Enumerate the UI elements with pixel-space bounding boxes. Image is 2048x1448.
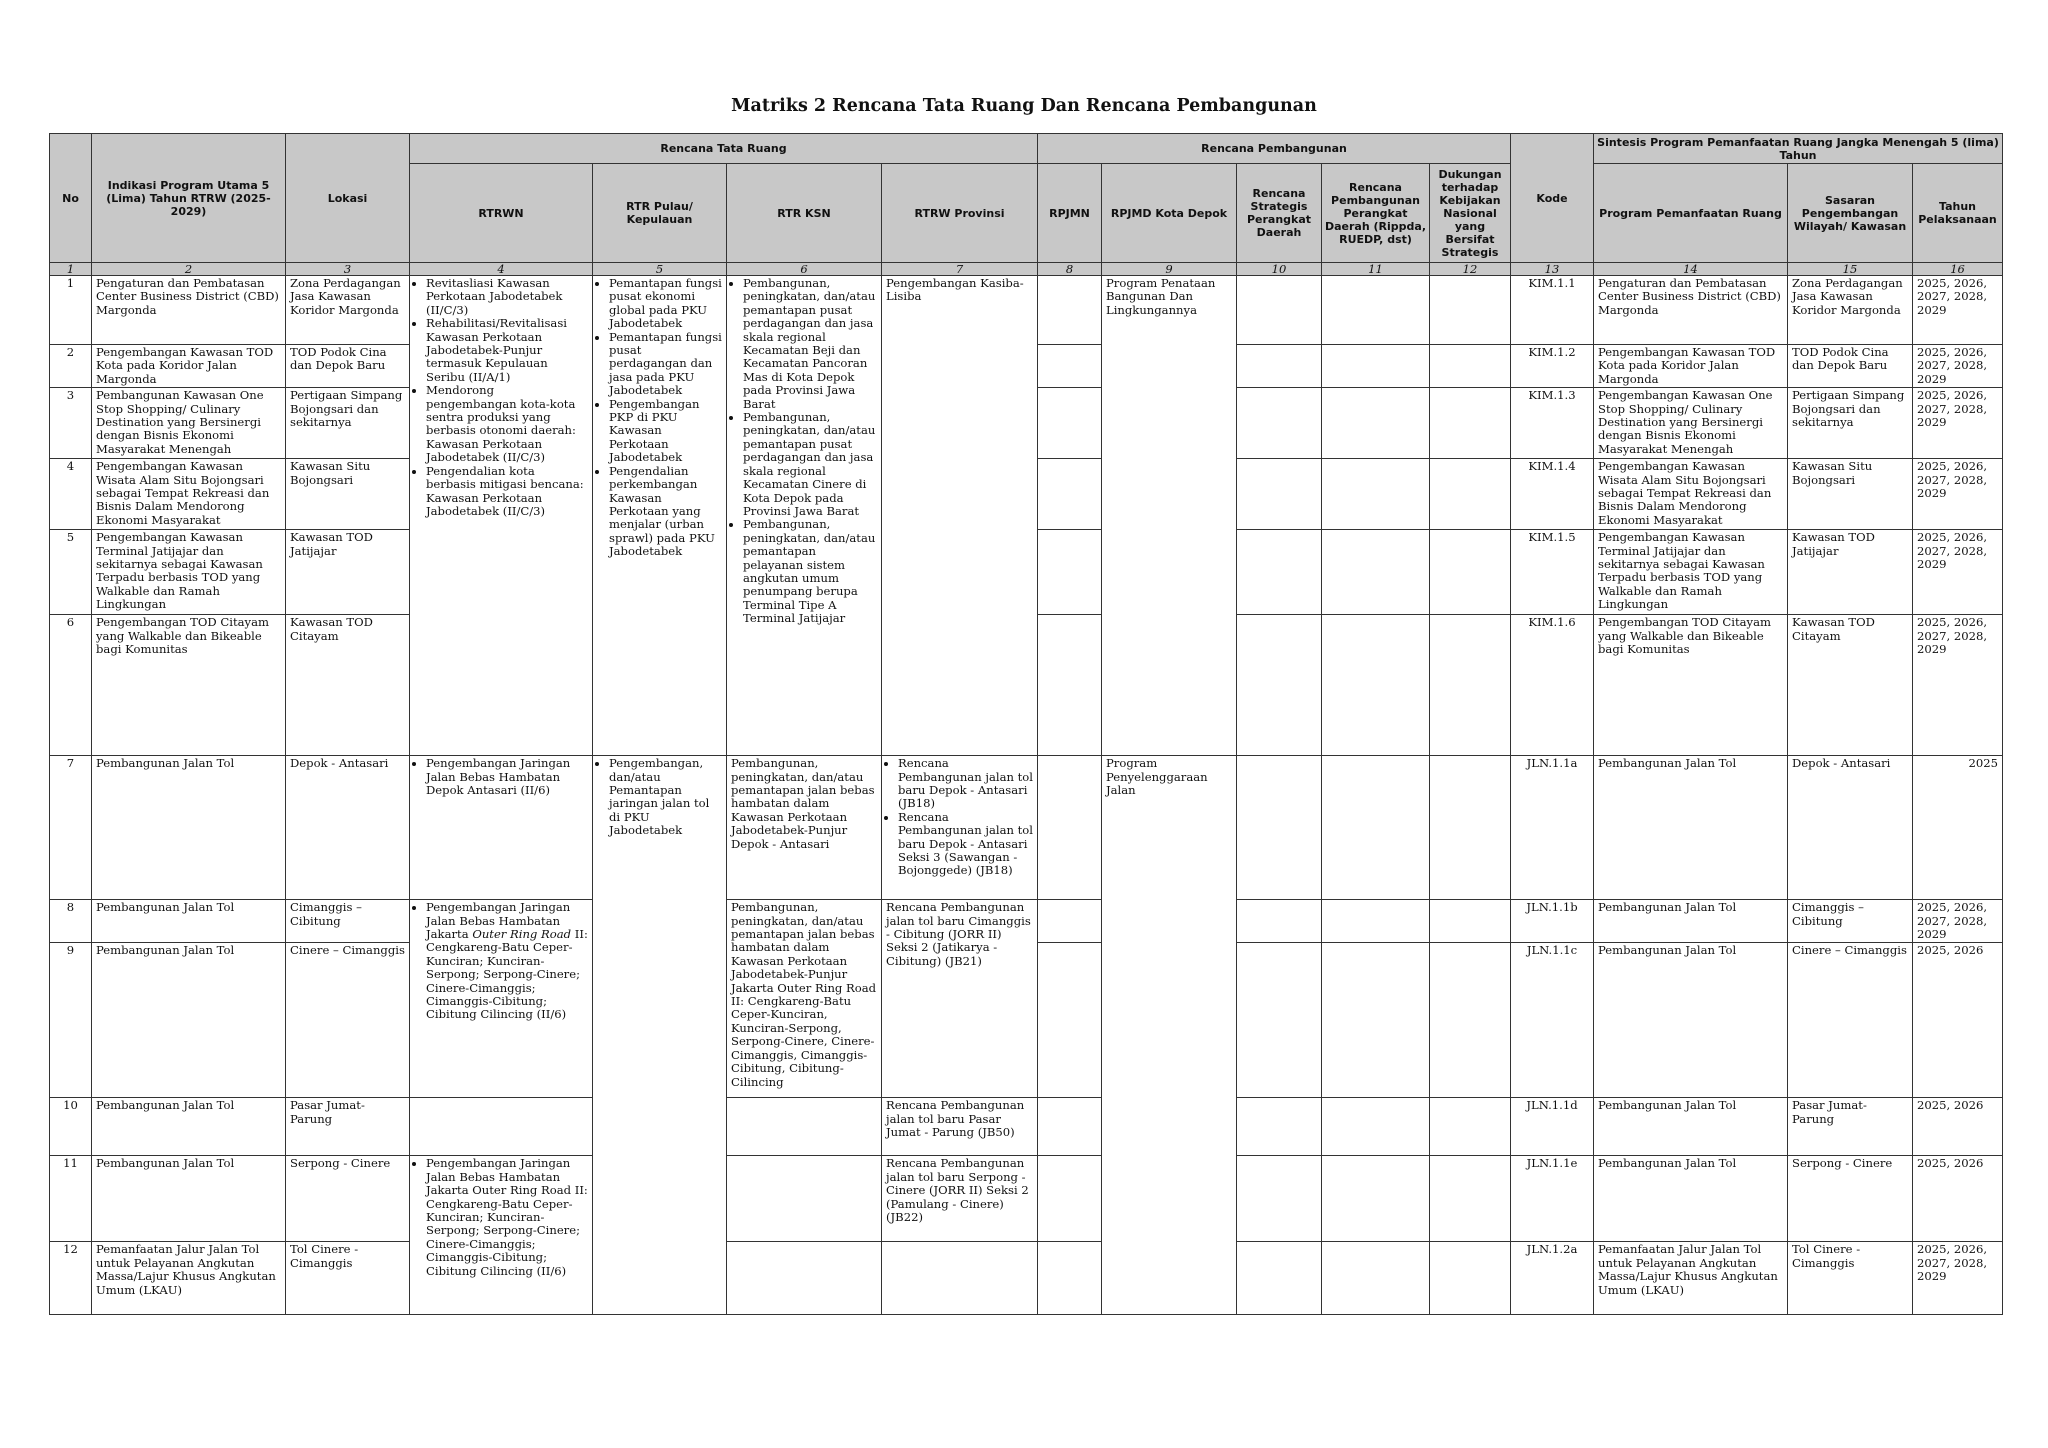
table-row <box>50 900 2003 943</box>
row-no: 2 <box>50 345 92 388</box>
row-indikasi: Pembangunan Jalan Tol <box>92 756 286 900</box>
row-indikasi: Pembangunan Jalan Tol <box>92 900 286 943</box>
row-indikasi: Pengembangan Kawasan TOD Kota pada Koridor Jalan Margonda <box>92 345 286 388</box>
col-number: 13 <box>1511 263 1594 276</box>
header-lokasi: Lokasi <box>286 134 410 263</box>
rtr-ksn-cell <box>727 1156 882 1242</box>
row-sasaran: Kawasan TOD Jatijajar <box>1788 530 1913 615</box>
header-sintesis: Sintesis Program Pemanfaatan Ruang Jangka Menengah 5 (lima) Tahun <box>1594 134 2003 164</box>
col-number: 15 <box>1788 263 1913 276</box>
row-no: 9 <box>50 943 92 1098</box>
rtr-ksn-cell <box>727 1242 882 1315</box>
col-number: 10 <box>1237 263 1322 276</box>
rtrwn-text: Pengembangan Jaringan Jalan Bebas Hambatan Jakarta <box>426 900 571 942</box>
row-indikasi: Pembangunan Jalan Tol <box>92 1098 286 1156</box>
rtrwn-item <box>426 901 588 1022</box>
dukungan-cell <box>1430 615 1511 756</box>
row-kode: JLN.1.1d <box>1511 1098 1594 1156</box>
renstra-cell <box>1237 1242 1322 1315</box>
row-tahun: 2025, 2026 <box>1913 943 2003 1098</box>
dukungan-cell <box>1430 388 1511 459</box>
row-kode: JLN.1.2a <box>1511 1242 1594 1315</box>
row-lokasi: Tol Cinere - Cimanggis <box>286 1242 410 1315</box>
row-program: Pengembangan Kawasan TOD Kota pada Koridor Jalan Margonda <box>1594 345 1788 388</box>
renstra-cell <box>1237 459 1322 530</box>
col-number: 5 <box>593 263 727 276</box>
row-tahun: 2025, 2026, 2027, 2028, 2029 <box>1913 459 2003 530</box>
col-number: 11 <box>1322 263 1430 276</box>
row-tahun: 2025, 2026, 2027, 2028, 2029 <box>1913 1242 2003 1315</box>
rtr-pulau-item: • Pengembangan PKP di PKU Kawasan Perkotaan Jabodetabek <box>609 398 722 465</box>
row-no: 8 <box>50 900 92 943</box>
rtr-pulau-cell <box>593 276 727 756</box>
row-program: Pemanfaatan Jalur Jalan Tol untuk Pelayanan Angkutan Massa/Lajur Khusus Angkutan Umum (LKAU) <box>1594 1242 1788 1315</box>
row-indikasi: Pengembangan Kawasan Terminal Jatijajar dan sekitarnya sebagai Kawasan Terpadu berbasis TOD yang Walkable dan Ramah Lingkungan <box>92 530 286 615</box>
rpjmn-cell <box>1038 900 1102 943</box>
row-program: Pembangunan Jalan Tol <box>1594 1156 1788 1242</box>
renstra-cell <box>1237 530 1322 615</box>
row-indikasi: Pembangunan Jalan Tol <box>92 943 286 1098</box>
rtrwn-italic-text: Outer Ring Road <box>472 927 572 942</box>
row-kode: KIM.1.6 <box>1511 615 1594 756</box>
row-tahun: 2025, 2026, 2027, 2028, 2029 <box>1913 615 2003 756</box>
col-number: 6 <box>727 263 882 276</box>
rtrwn-item: • Pengendalian kota berbasis mitigasi bencana: Kawasan Perkotaan Jabodetabek (II/C/3) <box>426 465 588 519</box>
rtrwn-cell <box>410 900 593 1098</box>
row-no: 7 <box>50 756 92 900</box>
rtr-ksn-item: • Pembangunan, peningkatan, dan/atau pemantapan pelayanan sistem angkutan umum penumpang berupa Terminal Tipe A Terminal Jatijajar <box>743 518 877 625</box>
dukungan-cell <box>1430 943 1511 1098</box>
renstra-cell <box>1237 900 1322 943</box>
table-row <box>50 756 2003 900</box>
dukungan-cell <box>1430 756 1511 900</box>
row-no: 1 <box>50 276 92 345</box>
rtrw-provinsi-cell: Rencana Pembangunan jalan tol baru Pasar Jumat - Parung (JB50) <box>882 1098 1038 1156</box>
dukungan-cell <box>1430 345 1511 388</box>
rtr-ksn-cell <box>727 1098 882 1156</box>
header-rpjmd: RPJMD Kota Depok <box>1102 164 1237 263</box>
row-sasaran: Cimanggis – Cibitung <box>1788 900 1913 943</box>
rpjmd-cell: Program Penataan Bangunan Dan Lingkungannya <box>1102 276 1237 756</box>
rpjmn-cell <box>1038 1156 1102 1242</box>
renstra-cell <box>1237 276 1322 345</box>
rencana-pd-cell <box>1322 756 1430 900</box>
renstra-cell <box>1237 756 1322 900</box>
rtrwn-text: II: Cengkareng-Batu Ceper-Kunciran; Kunciran-Serpong; Serpong-Cinere; Cinere-Cimanggis; Cimanggis-Cibitung; Cibitung Cilincing (II/6) <box>426 927 588 1022</box>
row-tahun: 2025 <box>1913 756 2003 900</box>
rencana-pd-cell <box>1322 530 1430 615</box>
row-indikasi: Pembangunan Jalan Tol <box>92 1156 286 1242</box>
table-row <box>50 1242 2003 1315</box>
row-program: Pembangunan Jalan Tol <box>1594 1098 1788 1156</box>
header-kode: Kode <box>1511 134 1594 263</box>
rtrwn-item: • Pengembangan Jaringan Jalan Bebas Hambatan Depok Antasari (II/6) <box>426 757 588 797</box>
rpjmn-cell <box>1038 276 1102 345</box>
row-sasaran: Cinere – Cimanggis <box>1788 943 1913 1098</box>
row-no: 10 <box>50 1098 92 1156</box>
row-indikasi: Pengembangan TOD Citayam yang Walkable dan Bikeable bagi Komunitas <box>92 615 286 756</box>
header-no: No <box>50 134 92 263</box>
dukungan-cell <box>1430 1242 1511 1315</box>
row-kode: KIM.1.4 <box>1511 459 1594 530</box>
rtrwn-cell <box>410 1156 593 1315</box>
rpjmn-cell <box>1038 756 1102 900</box>
renstra-cell <box>1237 1098 1322 1156</box>
row-tahun: 2025, 2026 <box>1913 1156 2003 1242</box>
rtrwn-cell <box>410 1098 593 1156</box>
row-indikasi: Pemanfaatan Jalur Jalan Tol untuk Pelayanan Angkutan Massa/Lajur Khusus Angkutan Umum (LKAU) <box>92 1242 286 1315</box>
table-row <box>50 1098 2003 1156</box>
row-sasaran: Depok - Antasari <box>1788 756 1913 900</box>
renstra-cell <box>1237 1156 1322 1242</box>
rencana-pd-cell <box>1322 388 1430 459</box>
row-lokasi: Cinere – Cimanggis <box>286 943 410 1098</box>
col-number: 4 <box>410 263 593 276</box>
row-program: Pembangunan Jalan Tol <box>1594 943 1788 1098</box>
dukungan-cell <box>1430 276 1511 345</box>
header-program: Program Pemanfaatan Ruang <box>1594 164 1788 263</box>
rpjmn-cell <box>1038 615 1102 756</box>
row-sasaran: TOD Podok Cina dan Depok Baru <box>1788 345 1913 388</box>
rencana-pd-cell <box>1322 900 1430 943</box>
rpjmn-cell <box>1038 1098 1102 1156</box>
header-rencana-tata-ruang: Rencana Tata Ruang <box>410 134 1038 164</box>
rpjmn-cell <box>1038 943 1102 1098</box>
page-title: Matriks 2 Rencana Tata Ruang Dan Rencana Pembangunan <box>731 96 1317 116</box>
header-rtr-pulau: RTR Pulau/ Kepulauan <box>593 164 727 263</box>
renstra-cell <box>1237 345 1322 388</box>
rtrwn-item: • Pengembangan Jaringan Jalan Bebas Hambatan Jakarta Outer Ring Road II: Cengkareng-Batu Ceper-Kunciran; Kunciran-Serpong; Serpong-Cinere; Cinere-Cimanggis; Cimanggis-Cibitung; Cibitung Cilincing (II/6) <box>426 1157 588 1278</box>
row-sasaran: Kawasan Situ Bojongsari <box>1788 459 1913 530</box>
row-no: 5 <box>50 530 92 615</box>
renstra-cell <box>1237 388 1322 459</box>
rtrwn-cell <box>410 276 593 756</box>
col-number: 2 <box>92 263 286 276</box>
rpjmn-cell <box>1038 459 1102 530</box>
rtrw-provinsi-item: • Rencana Pembangunan jalan tol baru Depok - Antasari (JB18) <box>898 757 1033 811</box>
renstra-cell <box>1237 943 1322 1098</box>
row-sasaran: Kawasan TOD Citayam <box>1788 615 1913 756</box>
rencana-pd-cell <box>1322 1242 1430 1315</box>
row-kode: KIM.1.2 <box>1511 345 1594 388</box>
row-no: 11 <box>50 1156 92 1242</box>
row-kode: KIM.1.1 <box>1511 276 1594 345</box>
row-kode: KIM.1.3 <box>1511 388 1594 459</box>
rpjmn-cell <box>1038 388 1102 459</box>
row-program: Pengaturan dan Pembatasan Center Business District (CBD) Margonda <box>1594 276 1788 345</box>
rencana-pd-cell <box>1322 615 1430 756</box>
dukungan-cell <box>1430 1156 1511 1242</box>
row-kode: KIM.1.5 <box>1511 530 1594 615</box>
row-kode: JLN.1.1e <box>1511 1156 1594 1242</box>
rtrw-provinsi-cell <box>882 1242 1038 1315</box>
header-dukungan: Dukungan terhadap Kebijakan Nasional yang Bersifat Strategis <box>1430 164 1511 263</box>
matrix-table <box>49 133 2003 1315</box>
row-lokasi: Pertigaan Simpang Bojongsari dan sekitarnya <box>286 388 410 459</box>
row-tahun: 2025, 2026, 2027, 2028, 2029 <box>1913 276 2003 345</box>
table-row <box>50 1156 2003 1242</box>
rtr-pulau-cell <box>593 756 727 1315</box>
row-tahun: 2025, 2026, 2027, 2028, 2029 <box>1913 388 2003 459</box>
row-tahun: 2025, 2026, 2027, 2028, 2029 <box>1913 900 2003 943</box>
row-sasaran: Pertigaan Simpang Bojongsari dan sekitarnya <box>1788 388 1913 459</box>
row-indikasi: Pengembangan Kawasan Wisata Alam Situ Bojongsari sebagai Tempat Rekreasi dan Bisnis Dalam Mendorong Ekonomi Masyarakat <box>92 459 286 530</box>
row-lokasi: Serpong - Cinere <box>286 1156 410 1242</box>
row-program: Pembangunan Jalan Tol <box>1594 756 1788 900</box>
header-rencana-pembangunan-pd: Rencana Pembangunan Perangkat Daerah (Rippda, RUEDP, dst) <box>1322 164 1430 263</box>
dukungan-cell <box>1430 1098 1511 1156</box>
row-tahun: 2025, 2026 <box>1913 1098 2003 1156</box>
row-sasaran: Tol Cinere - Cimanggis <box>1788 1242 1913 1315</box>
header-rtrwn: RTRWN <box>410 164 593 263</box>
rtrw-provinsi-cell: Pengembangan Kasiba-Lisiba <box>882 276 1038 756</box>
dukungan-cell <box>1430 530 1511 615</box>
header-rencana-pembangunan: Rencana Pembangunan <box>1038 134 1511 164</box>
rtrw-provinsi-cell: Rencana Pembangunan jalan tol baru Cimanggis - Cibitung (JORR II) Seksi 2 (Jatikarya - Cibitung) (JB21) <box>882 900 1038 1098</box>
row-program: Pengembangan Kawasan Terminal Jatijajar dan sekitarnya sebagai Kawasan Terpadu berbasis TOD yang Walkable dan Ramah Lingkungan <box>1594 530 1788 615</box>
rtr-ksn-cell: Pembangunan, peningkatan, dan/atau pemantapan jalan bebas hambatan dalam Kawasan Perkotaan Jabodetabek-Punjur Jakarta Outer Ring Road II: Cengkareng-Batu Ceper-Kunciran, Kunciran-Serpong, Serpong-Cinere, Cinere-Cimanggis, Cimanggis-Cibitung, Cibitung-Cilincing <box>727 900 882 1098</box>
rpjmn-cell <box>1038 1242 1102 1315</box>
header-tahun: Tahun Pelaksanaan <box>1913 164 2003 263</box>
rtr-pulau-item: • Pengembangan, dan/atau Pemantapan jaringan jalan tol di PKU Jabodetabek <box>609 757 722 837</box>
rpjmn-cell <box>1038 345 1102 388</box>
col-number: 16 <box>1913 263 2003 276</box>
header-indikasi: Indikasi Program Utama 5 (Lima) Tahun RTRW (2025-2029) <box>92 134 286 263</box>
rtrw-provinsi-cell <box>882 756 1038 900</box>
rtr-pulau-item: • Pemantapan fungsi pusat ekonomi global pada PKU Jabodetabek <box>609 277 722 331</box>
rtrwn-item: • Mendorong pengembangan kota-kota sentra produksi yang berbasis otonomi daerah: Kawasan Perkotaan Jabodetabek (II/C/3) <box>426 384 588 464</box>
col-number: 3 <box>286 263 410 276</box>
renstra-cell <box>1237 615 1322 756</box>
row-lokasi: Depok - Antasari <box>286 756 410 900</box>
row-lokasi: Kawasan TOD Jatijajar <box>286 530 410 615</box>
row-kode: JLN.1.1b <box>1511 900 1594 943</box>
row-kode: JLN.1.1a <box>1511 756 1594 900</box>
rtr-pulau-item: • Pengendalian perkembangan Kawasan Perkotaan yang menjalar (urban sprawl) pada PKU Jabodetabek <box>609 465 722 559</box>
header-sasaran: Sasaran Pengembangan Wilayah/ Kawasan <box>1788 164 1913 263</box>
rtrw-provinsi-cell: Rencana Pembangunan jalan tol baru Serpong - Cinere (JORR II) Seksi 2 (Pamulang - Cinere) (JB22) <box>882 1156 1038 1242</box>
rtr-pulau-item: • Pemantapan fungsi pusat perdagangan dan jasa pada PKU Jabodetabek <box>609 331 722 398</box>
rencana-pd-cell <box>1322 276 1430 345</box>
col-number: 8 <box>1038 263 1102 276</box>
rencana-pd-cell <box>1322 943 1430 1098</box>
row-lokasi: Kawasan TOD Citayam <box>286 615 410 756</box>
rtrwn-item: • Rehabilitasi/Revitalisasi Kawasan Perkotaan Jabodetabek-Punjur termasuk Kepulauan Seribu (II/A/1) <box>426 317 588 384</box>
row-lokasi: Kawasan Situ Bojongsari <box>286 459 410 530</box>
rtr-ksn-cell <box>727 276 882 756</box>
row-lokasi: Zona Perdagangan Jasa Kawasan Koridor Margonda <box>286 276 410 345</box>
rtr-ksn-item: • Pembangunan, peningkatan, dan/atau pemantapan pusat perdagangan dan jasa skala regional Kecamatan Cinere di Kota Depok pada Provinsi Jawa Barat <box>743 411 877 518</box>
col-number: 12 <box>1430 263 1511 276</box>
col-number: 1 <box>50 263 92 276</box>
row-lokasi: Cimanggis – Cibitung <box>286 900 410 943</box>
row-program: Pengembangan Kawasan One Stop Shopping/ Culinary Destination yang Bersinergi dengan Bisnis Ekonomi Masyarakat Menengah <box>1594 388 1788 459</box>
header-rtrw-provinsi: RTRW Provinsi <box>882 164 1038 263</box>
col-number: 7 <box>882 263 1038 276</box>
row-lokasi: Pasar Jumat-Parung <box>286 1098 410 1156</box>
rencana-pd-cell <box>1322 1156 1430 1242</box>
rtr-ksn-cell: Pembangunan, peningkatan, dan/atau pemantapan jalan bebas hambatan dalam Kawasan Perkotaan Jabodetabek-Punjur Depok - Antasari <box>727 756 882 900</box>
row-sasaran: Serpong - Cinere <box>1788 1156 1913 1242</box>
row-no: 4 <box>50 459 92 530</box>
rpjmd-cell: Program Penyelenggaraan Jalan <box>1102 756 1237 1315</box>
row-tahun: 2025, 2026, 2027, 2028, 2029 <box>1913 345 2003 388</box>
rtrwn-item: • Revitasliasi Kawasan Perkotaan Jabodetabek (II/C/3) <box>426 277 588 317</box>
row-indikasi: Pembangunan Kawasan One Stop Shopping/ Culinary Destination yang Bersinergi dengan Bisnis Ekonomi Masyarakat Menengah <box>92 388 286 459</box>
dukungan-cell <box>1430 900 1511 943</box>
rtrwn-cell <box>410 756 593 900</box>
header-renstra: Rencana Strategis Perangkat Daerah <box>1237 164 1322 263</box>
col-number: 9 <box>1102 263 1237 276</box>
col-number: 14 <box>1594 263 1788 276</box>
header-rpjmn: RPJMN <box>1038 164 1102 263</box>
row-sasaran: Pasar Jumat-Parung <box>1788 1098 1913 1156</box>
row-program: Pengembangan Kawasan Wisata Alam Situ Bojongsari sebagai Tempat Rekreasi dan Bisnis Dalam Mendorong Ekonomi Masyarakat <box>1594 459 1788 530</box>
row-lokasi: TOD Podok Cina dan Depok Baru <box>286 345 410 388</box>
row-program: Pembangunan Jalan Tol <box>1594 900 1788 943</box>
row-no: 12 <box>50 1242 92 1315</box>
rencana-pd-cell <box>1322 345 1430 388</box>
header-rtr-ksn: RTR KSN <box>727 164 882 263</box>
rencana-pd-cell <box>1322 1098 1430 1156</box>
row-tahun: 2025, 2026, 2027, 2028, 2029 <box>1913 530 2003 615</box>
row-no: 6 <box>50 615 92 756</box>
rpjmn-cell <box>1038 530 1102 615</box>
row-sasaran: Zona Perdagangan Jasa Kawasan Koridor Margonda <box>1788 276 1913 345</box>
row-indikasi: Pengaturan dan Pembatasan Center Business District (CBD) Margonda <box>92 276 286 345</box>
rencana-pd-cell <box>1322 459 1430 530</box>
row-program: Pengembangan TOD Citayam yang Walkable dan Bikeable bagi Komunitas <box>1594 615 1788 756</box>
rtrw-provinsi-item: • Rencana Pembangunan jalan tol baru Depok - Antasari Seksi 3 (Sawangan - Bojonggede) (JB18) <box>898 811 1033 878</box>
table-row <box>50 276 2003 345</box>
rtr-ksn-item: • Pembangunan, peningkatan, dan/atau pemantapan pusat perdagangan dan jasa skala regional Kecamatan Beji dan Kecamatan Pancoran Mas di Kota Depok pada Provinsi Jawa Barat <box>743 277 877 411</box>
dukungan-cell <box>1430 459 1511 530</box>
row-no: 3 <box>50 388 92 459</box>
row-kode: JLN.1.1c <box>1511 943 1594 1098</box>
